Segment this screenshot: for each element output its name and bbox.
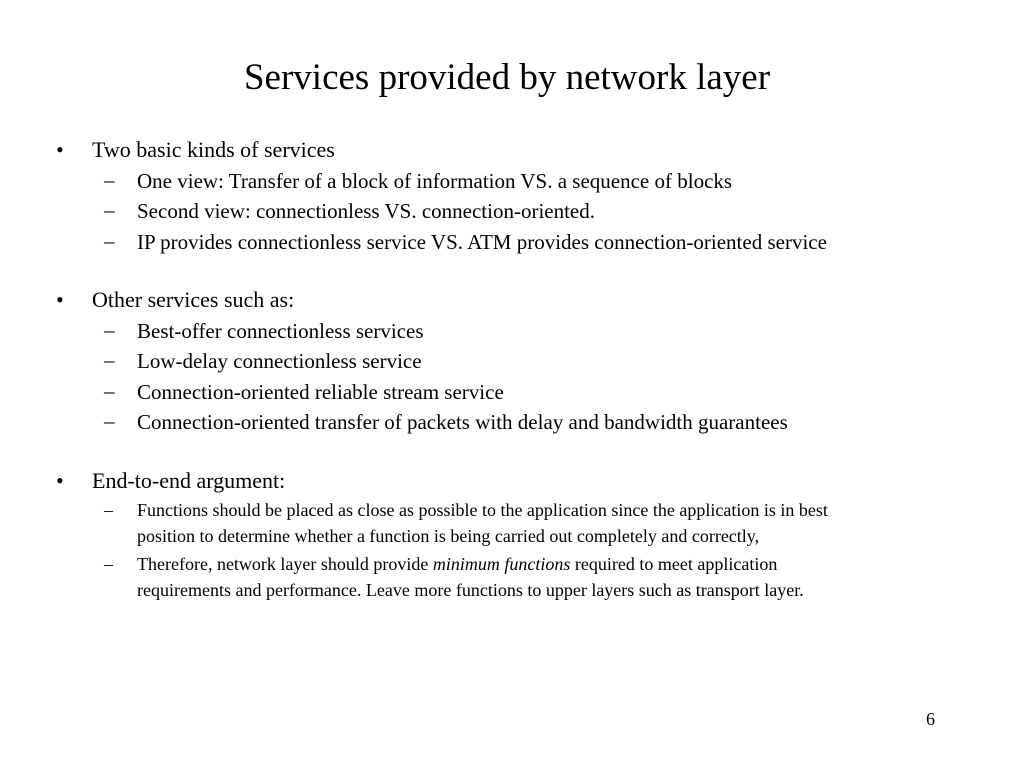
emphasis-text: minimum functions [432, 554, 571, 574]
dash-marker: – [104, 409, 115, 433]
list-item: Second view: connectionless VS. connection-oriented. [137, 199, 596, 223]
list-item-line [137, 551, 777, 577]
list-item-line: Functions should be placed as close as possible to the application since the application is in best [137, 500, 828, 520]
dash-marker: – [104, 168, 115, 192]
dash-marker: – [104, 348, 115, 372]
dash-marker: – [104, 379, 115, 403]
list-item: One view: Transfer of a block of information VS. a sequence of blocks [137, 169, 733, 193]
list-item: Connection-oriented transfer of packets with delay and bandwidth guarantees [137, 410, 788, 434]
page-number: 6 [926, 709, 935, 729]
text-run: required to meet application [570, 554, 778, 574]
section-heading: Other services such as: [92, 287, 295, 312]
list-item: IP provides connectionless service VS. ATM provides connection-oriented service [137, 230, 827, 254]
dash-marker: – [104, 229, 115, 253]
bullet-marker: • [56, 287, 64, 312]
bullet-marker: • [56, 468, 64, 493]
section-heading: Two basic kinds of services [92, 137, 335, 162]
list-item: Low-delay connectionless service [137, 349, 422, 373]
slide-title: Services provided by network layer [243, 57, 771, 98]
dash-marker: – [104, 500, 113, 520]
dash-marker: – [104, 318, 115, 342]
list-item: Connection-oriented reliable stream service [137, 380, 504, 404]
bullet-marker: • [56, 137, 64, 162]
text-run: Therefore, network layer should provide [137, 554, 433, 574]
dash-marker: – [104, 198, 115, 222]
list-item: Best-offer connectionless services [137, 319, 424, 343]
list-item-line: position to determine whether a function is being carried out completely and correctly, [137, 526, 760, 546]
list-item-line: requirements and performance. Leave more functions to upper layers such as transport layer. [137, 580, 804, 600]
section-heading: End-to-end argument: [92, 468, 286, 493]
dash-marker: – [104, 554, 113, 574]
